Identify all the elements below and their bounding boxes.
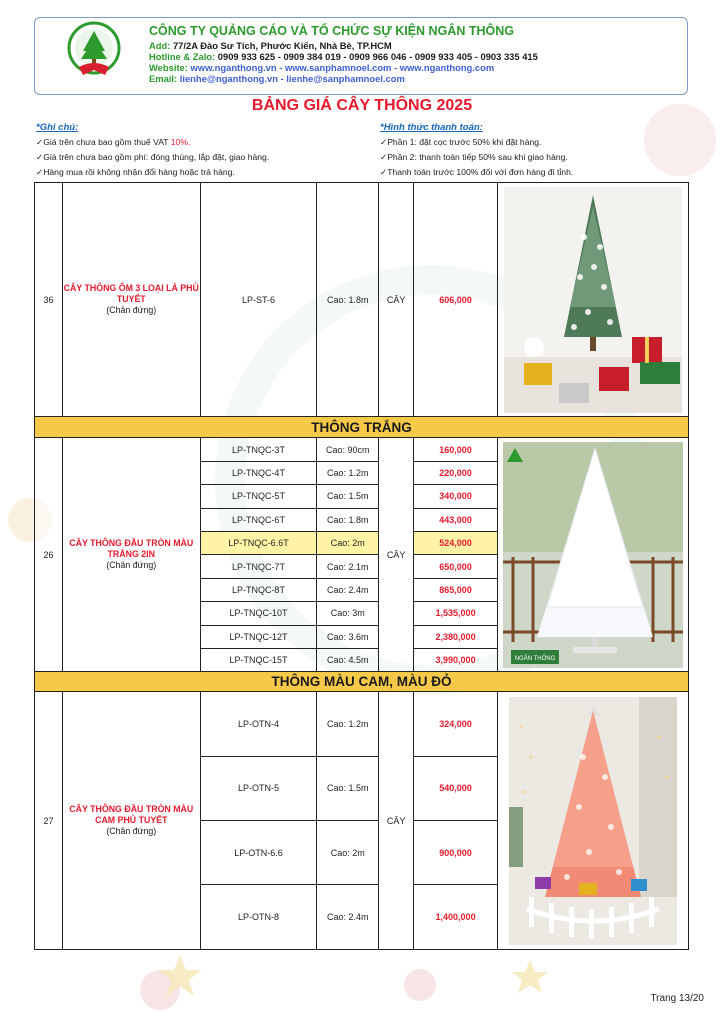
section-header <box>35 417 689 438</box>
product-price: 340,000 <box>414 485 498 508</box>
product-number: 36 <box>35 183 63 417</box>
product-subtitle: (Chân đứng) <box>106 305 157 316</box>
address-line: Add: 77/2A Đào Sư Tích, Phước Kiển, Nhà Bè, TP.HCM <box>149 40 392 51</box>
product-code: LP-TNQC-7T <box>200 555 317 578</box>
product-price: 540,000 <box>414 756 498 820</box>
product-code: LP-OTN-6.6 <box>200 821 317 885</box>
product-code: LP-TNQC-6.6T <box>200 531 317 554</box>
product-height: Cao: 2m <box>317 531 379 554</box>
product-subtitle: (Chân đứng) <box>106 826 157 837</box>
product-code: LP-TNQC-4T <box>200 461 317 484</box>
white-tree-photo <box>503 442 683 668</box>
product-number: 27 <box>35 692 63 950</box>
product-code: LP-TNQC-6T <box>200 508 317 531</box>
product-price: 900,000 <box>414 821 498 885</box>
product-unit: CÂY <box>379 438 414 672</box>
table-row <box>35 692 689 756</box>
email-line: Email: lienhe@nganthong.vn - lienhe@sanphamnoel.com <box>149 73 405 84</box>
notes-block <box>36 120 356 180</box>
product-price: 443,000 <box>414 508 498 531</box>
table-row <box>35 183 689 417</box>
product-price: 3,990,000 <box>414 648 498 671</box>
notes-heading: *Ghi chú: <box>36 122 79 133</box>
company-name: CÔNG TY QUẢNG CÁO VÀ TỔ CHỨC SỰ KIỆN NGÂN THÔNG <box>149 24 514 38</box>
product-unit: CÂY <box>379 183 414 417</box>
product-code: LP-TNQC-15T <box>200 648 317 671</box>
product-height: Cao: 1.8m <box>317 183 379 417</box>
note-fees: ✓Giá trên chưa bao gồm phí: đóng thùng, lắp đặt, giao hàng. <box>36 152 270 162</box>
page-title: BẢNG GIÁ CÂY THÔNG 2025 <box>251 97 473 114</box>
orange-tree-photo <box>509 697 677 945</box>
product-code: LP-TNQC-12T <box>200 625 317 648</box>
photo-logo-text: NGÂN THÔNG <box>514 655 556 662</box>
product-image-cell <box>497 438 688 672</box>
product-code: LP-OTN-5 <box>200 756 317 820</box>
company-header <box>34 17 688 95</box>
section-title-orange: THÔNG MÀU CAM, MÀU ĐỎ <box>35 672 689 692</box>
product-name: CÂY THÔNG ĐẦU TRÒN MÀU TRẮNG 2IN <box>69 538 194 560</box>
product-price: 324,000 <box>414 692 498 756</box>
product-code: LP-TNQC-5T <box>200 485 317 508</box>
product-height: Cao: 3.6m <box>317 625 379 648</box>
product-code: LP-TNQC-8T <box>200 578 317 601</box>
product-height: Cao: 3m <box>317 602 379 625</box>
payment-block <box>380 120 680 180</box>
product-height: Cao: 2.4m <box>317 578 379 601</box>
product-price: 650,000 <box>414 555 498 578</box>
email-links[interactable]: lienhe@nganthong.vn - lienhe@sanphamnoel.com <box>179 73 405 84</box>
product-price: 220,000 <box>414 461 498 484</box>
website-line: Website: www.nganthong.vn - www.sanphamnoel.com - www.nganthong.com <box>149 62 495 73</box>
company-logo <box>65 21 123 79</box>
price-table <box>34 182 689 950</box>
product-name-cell <box>62 183 200 417</box>
note-vat: ✓Giá trên chưa bao gồm thuế VAT 10%. <box>36 137 191 147</box>
product-price: 160,000 <box>414 438 498 461</box>
section-title-white: THÔNG TRẮNG <box>35 417 689 438</box>
product-price: 1,535,000 <box>414 602 498 625</box>
product-number: 26 <box>35 438 63 672</box>
product-height: Cao: 2.4m <box>317 885 379 950</box>
product-price: 1,400,000 <box>414 885 498 950</box>
product-code: LP-OTN-8 <box>200 885 317 950</box>
product-code: LP-ST-6 <box>200 183 317 417</box>
section-header <box>35 672 689 692</box>
product-height: Cao: 2m <box>317 821 379 885</box>
product-name: CÂY THÔNG ĐẦU TRÒN MÀU CAM PHỦ TUYẾT <box>69 804 194 826</box>
product-image-cell <box>497 183 688 417</box>
table-row <box>35 438 689 461</box>
product-height: Cao: 1.2m <box>317 692 379 756</box>
page-number: Trang 13/20 <box>650 993 704 1004</box>
product-image-cell <box>497 692 688 950</box>
product-height: Cao: 1.5m <box>317 485 379 508</box>
hotline-line: Hotline & Zalo: 0909 933 625 - 0909 384 019 - 0909 966 046 - 0909 933 405 - 0903 335 415 <box>149 51 538 62</box>
payment-line-1: ✓Phần 1: đặt cọc trước 50% khi đặt hàng. <box>380 137 542 147</box>
payment-line-2: ✓Phần 2: thanh toán tiếp 50% sau khi giao hàng. <box>380 152 568 162</box>
product-price: 606,000 <box>414 183 498 417</box>
product-height: Cao: 4.5m <box>317 648 379 671</box>
note-returns: ✓Hàng mua rồi không nhận đổi hàng hoặc trả hàng. <box>36 167 235 177</box>
product-height: Cao: 1.2m <box>317 461 379 484</box>
product-height: Cao: 90cm <box>317 438 379 461</box>
product-code: LP-OTN-4 <box>200 692 317 756</box>
product-name: CÂY THÔNG ÔM 3 LOẠI LÁ PHỦ TUYẾT <box>63 283 199 305</box>
product-price: 865,000 <box>414 578 498 601</box>
product-height: Cao: 2.1m <box>317 555 379 578</box>
product-height: Cao: 1.5m <box>317 756 379 820</box>
product-price: 524,000 <box>414 531 498 554</box>
product-subtitle: (Chân đứng) <box>106 560 157 571</box>
product-height: Cao: 1.8m <box>317 508 379 531</box>
product-code: LP-TNQC-10T <box>200 602 317 625</box>
product-code: LP-TNQC-3T <box>200 438 317 461</box>
payment-line-3: ✓Thanh toán trước 100% đối với đơn hàng đi tỉnh. <box>380 167 574 177</box>
payment-heading: *Hình thức thanh toán: <box>380 122 483 133</box>
website-links[interactable]: www.nganthong.vn - www.sanphamnoel.com - www.nganthong.com <box>190 62 495 73</box>
product-name-cell <box>62 438 200 672</box>
snow-tree-photo <box>504 187 682 413</box>
product-price: 2,380,000 <box>414 625 498 648</box>
product-name-cell <box>62 692 200 950</box>
product-unit: CÂY <box>379 692 414 950</box>
